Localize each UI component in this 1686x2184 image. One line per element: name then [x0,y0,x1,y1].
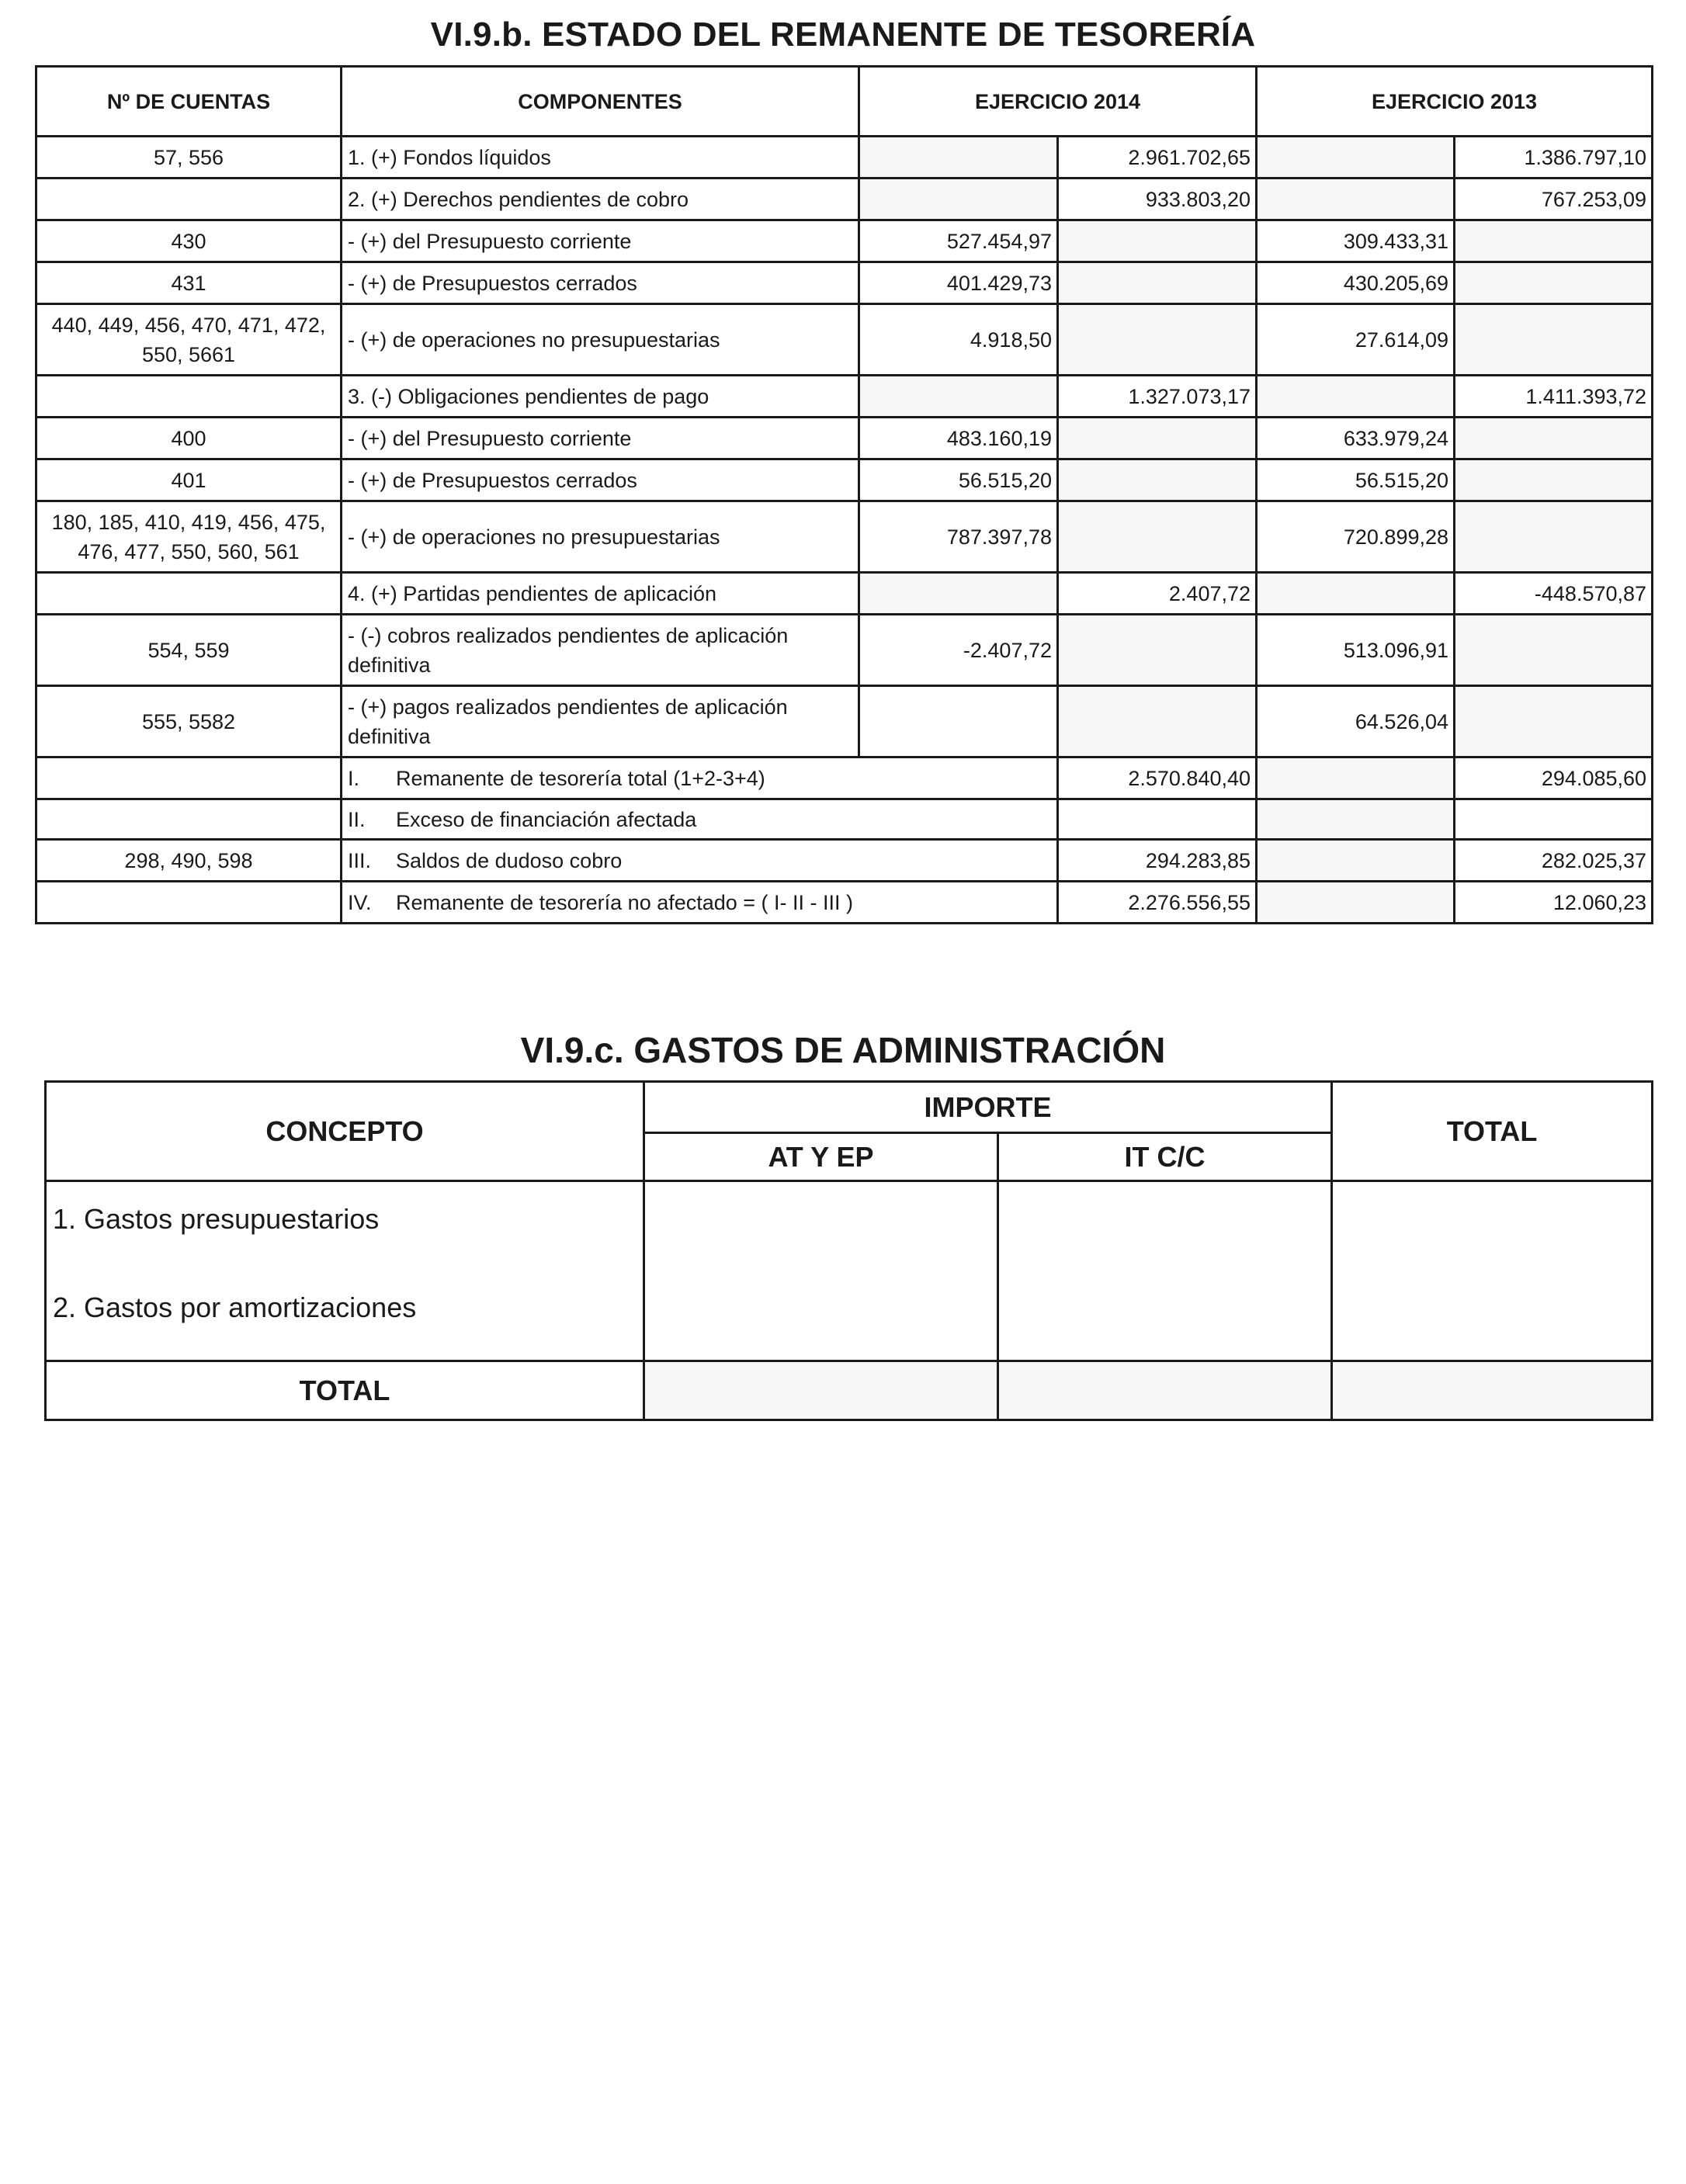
cell-component: - (+) de operaciones no presupuestarias [342,304,859,376]
cell-2014-total: 933.803,20 [1058,179,1257,220]
cell-2014-total: 1.327.073,17 [1058,376,1257,418]
section-b-title: VI.9.b. ESTADO DEL REMANENTE DE TESORERÍA [430,16,1256,54]
cell-2014-detail [859,686,1058,757]
summary-label: Remanente de tesorería no afectado = ( I- II - III ) [396,890,854,914]
total-at-ep [644,1361,998,1420]
cell-accounts: 298, 490, 598 [36,840,342,882]
roman-numeral: IV. [348,890,372,914]
summary-label: Exceso de financiación afectada [396,807,697,831]
cell-2014-total [1058,799,1257,840]
cell-accounts [36,757,342,799]
cell-accounts: 555, 5582 [36,686,342,757]
cell-2013-detail [1257,757,1455,799]
cell-total [1332,1181,1653,1361]
header-concept: CONCEPTO [46,1082,644,1181]
cell-component: - (-) cobros realizados pendientes de aplicación definitiva [342,615,859,686]
header-total: TOTAL [1332,1082,1653,1181]
total-it-cc [998,1361,1332,1420]
cell-2014-total: 294.283,85 [1058,840,1257,882]
summary-label: Remanente de tesorería total (1+2-3+4) [396,766,765,790]
cell-accounts: 180, 185, 410, 419, 456, 475, 476, 477, 550, 560, 561 [36,501,342,573]
cell-2013-total: 1.386.797,10 [1455,137,1653,179]
header-at-ep: AT Y EP [644,1133,998,1181]
cell-2013-total [1455,799,1653,840]
table-row [36,573,1653,615]
cell-summary-label [342,882,1058,924]
table-row [36,615,1653,686]
cell-2013-total: 767.253,09 [1455,179,1653,220]
cell-2013-total [1455,304,1653,376]
cell-accounts: 431 [36,262,342,304]
cell-component: - (+) del Presupuesto corriente [342,418,859,459]
cell-2014-total: 2.276.556,55 [1058,882,1257,924]
table-row [46,1181,1653,1361]
cell-2013-detail: 56.515,20 [1257,459,1455,501]
cell-2013-detail: 513.096,91 [1257,615,1455,686]
header-accounts: Nº DE CUENTAS [36,67,342,137]
header-year-2013: EJERCICIO 2013 [1257,67,1653,137]
cell-2013-detail: 633.979,24 [1257,418,1455,459]
cell-2014-total: 2.961.702,65 [1058,137,1257,179]
cell-2013-total: -448.570,87 [1455,573,1653,615]
cell-accounts: 554, 559 [36,615,342,686]
table-row [36,686,1653,757]
cell-accounts [36,376,342,418]
cell-2013-total: 294.085,60 [1455,757,1653,799]
cell-2014-detail [859,376,1058,418]
cell-component: - (+) del Presupuesto corriente [342,220,859,262]
table-row [36,376,1653,418]
concept-list [46,1181,644,1361]
administration-expenses-table [44,1080,1653,1421]
summary-row [36,882,1653,924]
cell-2014-detail [859,137,1058,179]
concept-item: 2. Gastos por amortizaciones [53,1291,417,1323]
cell-2014-detail: 787.397,78 [859,501,1058,573]
cell-accounts: 400 [36,418,342,459]
cell-2014-total [1058,686,1257,757]
cell-2013-detail: 27.614,09 [1257,304,1455,376]
cell-2014-detail: 527.454,97 [859,220,1058,262]
cell-2013-detail [1257,376,1455,418]
cell-2014-total [1058,615,1257,686]
cell-2013-total [1455,501,1653,573]
cell-2013-total: 282.025,37 [1455,840,1653,882]
concept-item: 1. Gastos presupuestarios [53,1203,380,1235]
table-row [36,304,1653,376]
cell-2013-total [1455,686,1653,757]
cell-2014-total [1058,501,1257,573]
cell-component: 4. (+) Partidas pendientes de aplicación [342,573,859,615]
header-year-2014: EJERCICIO 2014 [859,67,1257,137]
cell-2014-detail: 401.429,73 [859,262,1058,304]
cell-component: - (+) de Presupuestos cerrados [342,262,859,304]
header-components: COMPONENTES [342,67,859,137]
cell-2014-detail [859,179,1058,220]
roman-numeral: II. [348,807,366,831]
table-header-row [36,67,1653,137]
cell-2013-detail: 430.205,69 [1257,262,1455,304]
cell-2013-total: 1.411.393,72 [1455,376,1653,418]
cell-component: 2. (+) Derechos pendientes de cobro [342,179,859,220]
cell-2013-detail: 309.433,31 [1257,220,1455,262]
cell-2014-detail: 56.515,20 [859,459,1058,501]
cell-accounts [36,799,342,840]
cell-2014-total: 2.570.840,40 [1058,757,1257,799]
cell-2013-total [1455,220,1653,262]
table-row [36,137,1653,179]
cell-2014-total [1058,459,1257,501]
section-c-title: VI.9.c. GASTOS DE ADMINISTRACIÓN [520,1030,1166,1070]
cell-2013-detail [1257,799,1455,840]
summary-row [36,840,1653,882]
cell-2014-detail: 4.918,50 [859,304,1058,376]
treasury-surplus-table [35,65,1653,924]
cell-component: 3. (-) Obligaciones pendientes de pago [342,376,859,418]
cell-2013-detail [1257,573,1455,615]
cell-accounts: 401 [36,459,342,501]
table-row [36,220,1653,262]
cell-accounts: 57, 556 [36,137,342,179]
cell-2013-total [1455,418,1653,459]
cell-component: - (+) de Presupuestos cerrados [342,459,859,501]
table-row [36,262,1653,304]
cell-accounts: 440, 449, 456, 470, 471, 472, 550, 5661 [36,304,342,376]
cell-component: - (+) de operaciones no presupuestarias [342,501,859,573]
header-it-cc: IT C/C [998,1133,1332,1181]
summary-row [36,799,1653,840]
cell-2014-total: 2.407,72 [1058,573,1257,615]
total-row [46,1361,1653,1420]
cell-summary-label [342,799,1058,840]
roman-numeral: III. [348,848,372,872]
cell-summary-label [342,840,1058,882]
total-total [1332,1361,1653,1420]
table-row [36,418,1653,459]
cell-2014-detail [859,573,1058,615]
table-row [36,501,1653,573]
summary-label: Saldos de dudoso cobro [396,848,623,872]
cell-2013-detail [1257,179,1455,220]
cell-it-cc [998,1181,1332,1361]
cell-accounts [36,179,342,220]
table-header-row [46,1082,1653,1133]
roman-numeral: I. [348,766,360,790]
cell-component: 1. (+) Fondos líquidos [342,137,859,179]
cell-2014-detail: -2.407,72 [859,615,1058,686]
cell-2014-total [1058,418,1257,459]
table-row [36,179,1653,220]
cell-component: - (+) pagos realizados pendientes de aplicación definitiva [342,686,859,757]
cell-2014-total [1058,262,1257,304]
cell-accounts [36,882,342,924]
cell-2013-detail: 64.526,04 [1257,686,1455,757]
cell-2013-detail [1257,840,1455,882]
table-row [36,459,1653,501]
cell-2014-total [1058,220,1257,262]
cell-at-ep [644,1181,998,1361]
cell-accounts [36,573,342,615]
summary-row [36,757,1653,799]
cell-2013-total [1455,615,1653,686]
cell-2014-detail: 483.160,19 [859,418,1058,459]
cell-2013-detail [1257,137,1455,179]
cell-summary-label [342,757,1058,799]
cell-accounts: 430 [36,220,342,262]
cell-2014-total [1058,304,1257,376]
cell-2013-detail: 720.899,28 [1257,501,1455,573]
total-label: TOTAL [46,1361,644,1420]
cell-2013-total: 12.060,23 [1455,882,1653,924]
cell-2013-total [1455,459,1653,501]
cell-2013-detail [1257,882,1455,924]
header-amount: IMPORTE [644,1082,1332,1133]
cell-2013-total [1455,262,1653,304]
